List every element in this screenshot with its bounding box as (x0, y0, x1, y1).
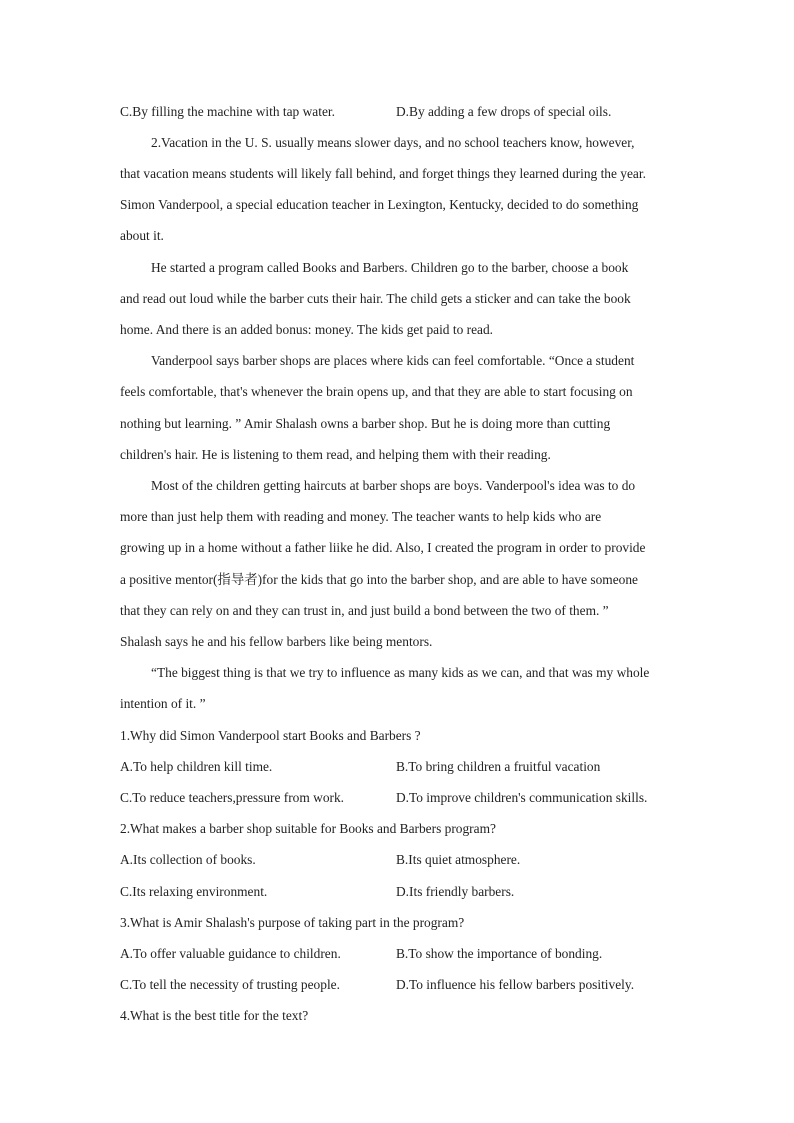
option-d: D.To improve children's communication skills. (396, 790, 648, 805)
passage-line: home. And there is an added bonus: money. The kids get paid to read. (120, 322, 493, 337)
question-stem: 3.What is Amir Shalash's purpose of taking part in the program? (120, 915, 465, 930)
passage-line: intention of it. ” (120, 696, 206, 711)
question-stem: 2.What makes a barber shop suitable for Books and Barbers program? (120, 821, 496, 836)
passage-line: children's hair. He is listening to them read, and helping them with their reading. (120, 447, 551, 462)
passage-line: Shalash says he and his fellow barbers like being mentors. (120, 634, 433, 649)
option-a: A.To offer valuable guidance to children. (120, 946, 341, 961)
passage-line: 2.Vacation in the U. S. usually means slower days, and no school teachers know, however, (151, 135, 635, 150)
passage-line: Most of the children getting haircuts at barber shops are boys. Vanderpool's idea was to do (151, 478, 636, 493)
option-d: D.To influence his fellow barbers positively. (396, 977, 635, 992)
question-stem: 4.What is the best title for the text? (120, 1008, 309, 1023)
prev-option-d: D.By adding a few drops of special oils. (396, 104, 612, 119)
option-c: C.To reduce teachers,pressure from work. (120, 790, 345, 805)
option-a: A.Its collection of books. (120, 852, 256, 867)
option-c: C.To tell the necessity of trusting people. (120, 977, 340, 992)
passage-line: a positive mentor(指导者)for the kids that go into the barber shop, and are able to have someone (120, 572, 638, 587)
option-c: C.Its relaxing environment. (120, 884, 268, 899)
option-d: D.Its friendly barbers. (396, 884, 515, 899)
passage-line: feels comfortable, that's whenever the brain opens up, and that they are able to start focusing on (120, 384, 633, 399)
option-b: B.Its quiet atmosphere. (396, 852, 521, 867)
option-b: B.To show the importance of bonding. (396, 946, 603, 961)
passage-line: about it. (120, 228, 164, 243)
option-b: B.To bring children a fruitful vacation (396, 759, 601, 774)
passage-line: that vacation means students will likely fall behind, and forget things they learned during the year. (120, 166, 646, 181)
passage-line: and read out loud while the barber cuts their hair. The child gets a sticker and can take the book (120, 291, 631, 306)
question-stem: 1.Why did Simon Vanderpool start Books and Barbers ? (120, 728, 421, 743)
prev-option-c: C.By filling the machine with tap water. (120, 104, 335, 119)
passage-line: Vanderpool says barber shops are places where kids can feel comfortable. “Once a student (151, 353, 635, 368)
passage-line: that they can rely on and they can trust in, and just build a bond between the two of them. ” (120, 603, 609, 618)
passage-line: more than just help them with reading and money. The teacher wants to help kids who are (120, 509, 602, 524)
passage-line: growing up in a home without a father liike he did. Also, I created the program in order to provide (120, 540, 646, 555)
passage-line: He started a program called Books and Barbers. Children go to the barber, choose a book (151, 260, 629, 275)
passage-line: “The biggest thing is that we try to influence as many kids as we can, and that was my whole (151, 665, 650, 680)
passage-line: Simon Vanderpool, a special education teacher in Lexington, Kentucky, decided to do something (120, 197, 639, 212)
option-a: A.To help children kill time. (120, 759, 273, 774)
passage-line: nothing but learning. ” Amir Shalash owns a barber shop. But he is doing more than cutting (120, 416, 611, 431)
